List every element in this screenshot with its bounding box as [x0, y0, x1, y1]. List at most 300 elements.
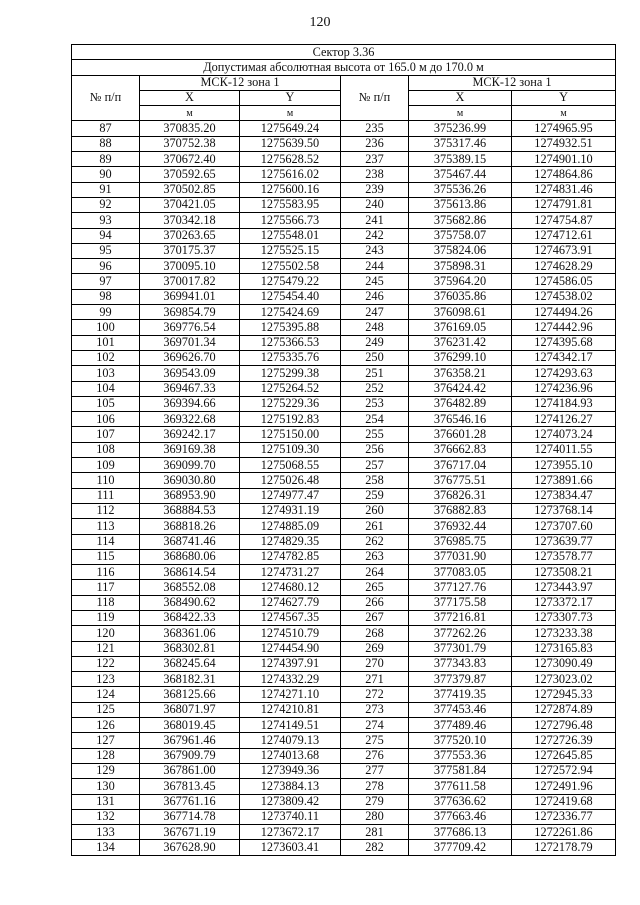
right-y-cell: 1274791.81 — [512, 197, 616, 212]
table-row — [72, 763, 616, 778]
right-y-cell: 1273834.47 — [512, 488, 616, 503]
table-row — [72, 809, 616, 824]
left-x-cell: 367714.78 — [140, 809, 240, 824]
right-y-cell: 1273508.21 — [512, 565, 616, 580]
left-x-cell: 370175.37 — [140, 243, 240, 258]
table-row — [72, 718, 616, 733]
left-x-cell: 368741.46 — [140, 534, 240, 549]
right-y-cell: 1274831.46 — [512, 182, 616, 197]
right-num-cell: 262 — [341, 534, 409, 549]
left-num-cell: 94 — [72, 228, 140, 243]
right-y-cell: 1272261.86 — [512, 825, 616, 840]
right-y-cell: 1273639.77 — [512, 534, 616, 549]
left-y-cell: 1275525.15 — [240, 243, 341, 258]
table-row — [72, 381, 616, 396]
right-y-cell: 1272796.48 — [512, 718, 616, 733]
right-x-cell: 376932.44 — [409, 519, 512, 534]
right-x-cell: 376482.89 — [409, 396, 512, 411]
right-x-cell: 375467.44 — [409, 167, 512, 182]
left-x-cell: 370421.05 — [140, 197, 240, 212]
right-x-cell: 376169.05 — [409, 320, 512, 335]
right-x-cell: 377175.58 — [409, 595, 512, 610]
left-y-cell: 1274510.79 — [240, 626, 341, 641]
right-num-cell: 279 — [341, 794, 409, 809]
right-num-cell: 268 — [341, 626, 409, 641]
left-y-cell: 1275424.69 — [240, 305, 341, 320]
height-range: Допустимая абсолютная высота от 165.0 м до 170.0 м — [72, 60, 616, 75]
table-row — [72, 259, 616, 274]
left-num-cell: 116 — [72, 565, 140, 580]
left-x-cell: 369467.33 — [140, 381, 240, 396]
table-row — [72, 152, 616, 167]
left-num-cell: 105 — [72, 396, 140, 411]
right-y-cell: 1274442.96 — [512, 320, 616, 335]
left-x-cell: 369169.38 — [140, 442, 240, 457]
right-y-cell: 1274864.86 — [512, 167, 616, 182]
right-x-cell: 375389.15 — [409, 152, 512, 167]
left-y-cell: 1273949.36 — [240, 763, 341, 778]
right-y-cell: 1273307.73 — [512, 610, 616, 625]
right-num-header: № п/п — [341, 75, 409, 121]
right-num-cell: 247 — [341, 305, 409, 320]
left-y-cell: 1275150.00 — [240, 427, 341, 442]
left-y-cell: 1275026.48 — [240, 473, 341, 488]
left-x-cell: 370592.65 — [140, 167, 240, 182]
right-y-cell: 1274236.96 — [512, 381, 616, 396]
left-num-cell: 115 — [72, 549, 140, 564]
left-num-cell: 91 — [72, 182, 140, 197]
left-x-cell: 367671.19 — [140, 825, 240, 840]
right-num-cell: 236 — [341, 136, 409, 151]
right-num-cell: 261 — [341, 519, 409, 534]
right-x-cell: 375536.26 — [409, 182, 512, 197]
table-row — [72, 243, 616, 258]
right-x-unit: м — [409, 106, 512, 121]
left-x-cell: 368245.64 — [140, 656, 240, 671]
left-y-cell: 1275639.50 — [240, 136, 341, 151]
right-num-cell: 252 — [341, 381, 409, 396]
right-y-cell: 1274126.27 — [512, 412, 616, 427]
left-x-cell: 369941.01 — [140, 289, 240, 304]
right-x-cell: 375682.86 — [409, 213, 512, 228]
left-x-cell: 370342.18 — [140, 213, 240, 228]
right-y-cell: 1274901.10 — [512, 152, 616, 167]
left-num-cell: 113 — [72, 519, 140, 534]
right-x-cell: 376299.10 — [409, 350, 512, 365]
right-x-cell: 376601.28 — [409, 427, 512, 442]
left-y-cell: 1275109.30 — [240, 442, 341, 457]
left-x-header: X — [140, 90, 240, 105]
right-num-cell: 237 — [341, 152, 409, 167]
page-number: 120 — [309, 15, 331, 30]
right-num-cell: 243 — [341, 243, 409, 258]
left-x-cell: 369099.70 — [140, 458, 240, 473]
coordinates-table — [71, 44, 616, 856]
right-num-cell: 239 — [341, 182, 409, 197]
left-num-cell: 132 — [72, 809, 140, 824]
right-x-cell: 375236.99 — [409, 121, 512, 136]
right-y-cell: 1273165.83 — [512, 641, 616, 656]
right-y-cell: 1272726.39 — [512, 733, 616, 748]
right-y-cell: 1272945.33 — [512, 687, 616, 702]
left-y-cell: 1274332.29 — [240, 672, 341, 687]
left-y-cell: 1275229.36 — [240, 396, 341, 411]
left-x-cell: 367761.16 — [140, 794, 240, 809]
left-num-cell: 124 — [72, 687, 140, 702]
right-y-cell: 1272178.79 — [512, 840, 616, 855]
left-num-cell: 104 — [72, 381, 140, 396]
right-y-cell: 1273443.97 — [512, 580, 616, 595]
left-num-cell: 111 — [72, 488, 140, 503]
right-num-cell: 267 — [341, 610, 409, 625]
right-num-cell: 277 — [341, 763, 409, 778]
left-num-cell: 93 — [72, 213, 140, 228]
right-y-cell: 1274293.63 — [512, 366, 616, 381]
left-x-cell: 369854.79 — [140, 305, 240, 320]
table-row — [72, 473, 616, 488]
right-y-cell: 1272874.89 — [512, 702, 616, 717]
left-y-cell: 1274079.13 — [240, 733, 341, 748]
table-row — [72, 274, 616, 289]
left-y-cell: 1274397.91 — [240, 656, 341, 671]
left-x-cell: 370502.85 — [140, 182, 240, 197]
right-x-cell: 375964.20 — [409, 274, 512, 289]
left-y-cell: 1273884.13 — [240, 779, 341, 794]
right-y-cell: 1274932.51 — [512, 136, 616, 151]
left-y-cell: 1275649.24 — [240, 121, 341, 136]
left-y-cell: 1274149.51 — [240, 718, 341, 733]
left-y-cell: 1274931.19 — [240, 503, 341, 518]
right-x-cell: 377581.84 — [409, 763, 512, 778]
right-x-cell: 377663.46 — [409, 809, 512, 824]
right-x-cell: 376882.83 — [409, 503, 512, 518]
right-num-cell: 249 — [341, 335, 409, 350]
left-num-cell: 92 — [72, 197, 140, 212]
right-y-cell: 1274342.17 — [512, 350, 616, 365]
table-row — [72, 733, 616, 748]
table-row — [72, 794, 616, 809]
left-x-cell: 370835.20 — [140, 121, 240, 136]
left-x-cell: 369776.54 — [140, 320, 240, 335]
left-num-cell: 118 — [72, 595, 140, 610]
left-x-cell: 368125.66 — [140, 687, 240, 702]
right-num-cell: 254 — [341, 412, 409, 427]
right-y-cell: 1272419.68 — [512, 794, 616, 809]
left-x-cell: 368818.26 — [140, 519, 240, 534]
right-num-cell: 274 — [341, 718, 409, 733]
left-x-cell: 369394.66 — [140, 396, 240, 411]
right-x-cell: 377686.13 — [409, 825, 512, 840]
right-x-cell: 376424.42 — [409, 381, 512, 396]
table-row — [72, 687, 616, 702]
right-y-cell: 1274754.87 — [512, 213, 616, 228]
right-x-cell: 377520.10 — [409, 733, 512, 748]
left-x-cell: 368552.08 — [140, 580, 240, 595]
table-row — [72, 396, 616, 411]
right-x-cell: 377031.90 — [409, 549, 512, 564]
right-num-cell: 246 — [341, 289, 409, 304]
right-x-cell: 375317.46 — [409, 136, 512, 151]
left-num-cell: 100 — [72, 320, 140, 335]
right-y-cell: 1274965.95 — [512, 121, 616, 136]
left-num-cell: 108 — [72, 442, 140, 457]
right-x-cell: 376717.04 — [409, 458, 512, 473]
table-row — [72, 335, 616, 350]
right-num-cell: 264 — [341, 565, 409, 580]
right-num-cell: 255 — [341, 427, 409, 442]
table-row — [72, 427, 616, 442]
right-num-cell: 281 — [341, 825, 409, 840]
right-y-cell: 1274011.55 — [512, 442, 616, 457]
table-row — [72, 182, 616, 197]
right-y-cell: 1273372.17 — [512, 595, 616, 610]
left-y-cell: 1273672.17 — [240, 825, 341, 840]
table-row — [72, 503, 616, 518]
right-num-cell: 273 — [341, 702, 409, 717]
left-y-cell: 1275299.38 — [240, 366, 341, 381]
left-num-cell: 122 — [72, 656, 140, 671]
left-x-cell: 369322.68 — [140, 412, 240, 427]
left-num-cell: 117 — [72, 580, 140, 595]
right-num-cell: 280 — [341, 809, 409, 824]
left-x-cell: 369626.70 — [140, 350, 240, 365]
left-num-cell: 110 — [72, 473, 140, 488]
left-num-cell: 129 — [72, 763, 140, 778]
right-x-cell: 375898.31 — [409, 259, 512, 274]
right-num-cell: 244 — [341, 259, 409, 274]
left-num-cell: 128 — [72, 748, 140, 763]
table-row — [72, 549, 616, 564]
left-num-cell: 130 — [72, 779, 140, 794]
right-y-cell: 1274184.93 — [512, 396, 616, 411]
table-row — [72, 565, 616, 580]
table-row — [72, 412, 616, 427]
right-y-cell: 1273023.02 — [512, 672, 616, 687]
left-cs-header: МСК-12 зона 1 — [140, 75, 341, 90]
left-num-cell: 98 — [72, 289, 140, 304]
right-num-cell: 278 — [341, 779, 409, 794]
right-x-cell: 376098.61 — [409, 305, 512, 320]
right-x-cell: 376775.51 — [409, 473, 512, 488]
left-x-cell: 367813.45 — [140, 779, 240, 794]
right-x-cell: 377216.81 — [409, 610, 512, 625]
right-x-cell: 377379.87 — [409, 672, 512, 687]
right-y-cell: 1273707.60 — [512, 519, 616, 534]
table-row — [72, 289, 616, 304]
table-row — [72, 825, 616, 840]
table-row — [72, 519, 616, 534]
right-x-cell: 377636.62 — [409, 794, 512, 809]
left-x-cell: 370095.10 — [140, 259, 240, 274]
right-num-cell: 238 — [341, 167, 409, 182]
right-y-cell: 1273768.14 — [512, 503, 616, 518]
left-y-cell: 1275068.55 — [240, 458, 341, 473]
right-num-cell: 256 — [341, 442, 409, 457]
left-num-cell: 97 — [72, 274, 140, 289]
right-num-cell: 245 — [341, 274, 409, 289]
left-x-cell: 368422.33 — [140, 610, 240, 625]
left-x-cell: 367909.79 — [140, 748, 240, 763]
left-y-cell: 1274782.85 — [240, 549, 341, 564]
right-num-cell: 269 — [341, 641, 409, 656]
table-row — [72, 595, 616, 610]
left-x-unit: м — [140, 106, 240, 121]
left-y-cell: 1274567.35 — [240, 610, 341, 625]
right-y-cell: 1274494.26 — [512, 305, 616, 320]
left-y-cell: 1275628.52 — [240, 152, 341, 167]
table-row — [72, 626, 616, 641]
left-x-cell: 368953.90 — [140, 488, 240, 503]
right-x-cell: 377301.79 — [409, 641, 512, 656]
table-row — [72, 228, 616, 243]
left-num-cell: 119 — [72, 610, 140, 625]
left-x-cell: 368490.62 — [140, 595, 240, 610]
right-x-cell: 376826.31 — [409, 488, 512, 503]
right-y-cell: 1274628.29 — [512, 259, 616, 274]
left-num-cell: 99 — [72, 305, 140, 320]
right-y-cell: 1272572.94 — [512, 763, 616, 778]
right-y-unit: м — [512, 106, 616, 121]
table-row — [72, 840, 616, 855]
left-x-cell: 369701.34 — [140, 335, 240, 350]
right-x-cell: 377611.58 — [409, 779, 512, 794]
table-row — [72, 442, 616, 457]
left-y-cell: 1274731.27 — [240, 565, 341, 580]
left-y-cell: 1274013.68 — [240, 748, 341, 763]
left-num-cell: 106 — [72, 412, 140, 427]
right-x-cell: 377343.83 — [409, 656, 512, 671]
left-num-cell: 127 — [72, 733, 140, 748]
left-y-cell: 1275600.16 — [240, 182, 341, 197]
table-row — [72, 580, 616, 595]
left-num-cell: 114 — [72, 534, 140, 549]
table-row — [72, 672, 616, 687]
left-y-cell: 1274271.10 — [240, 687, 341, 702]
left-num-cell: 95 — [72, 243, 140, 258]
right-x-cell: 376662.83 — [409, 442, 512, 457]
left-x-cell: 367628.90 — [140, 840, 240, 855]
table-row — [72, 121, 616, 136]
right-x-cell: 377262.26 — [409, 626, 512, 641]
left-y-cell: 1275479.22 — [240, 274, 341, 289]
left-num-cell: 102 — [72, 350, 140, 365]
left-x-cell: 368019.45 — [140, 718, 240, 733]
right-y-cell: 1273233.38 — [512, 626, 616, 641]
right-y-cell: 1273090.49 — [512, 656, 616, 671]
left-x-cell: 367861.00 — [140, 763, 240, 778]
left-num-cell: 96 — [72, 259, 140, 274]
left-x-cell: 368884.53 — [140, 503, 240, 518]
left-y-cell: 1273809.42 — [240, 794, 341, 809]
right-num-cell: 275 — [341, 733, 409, 748]
right-num-cell: 242 — [341, 228, 409, 243]
table-row — [72, 748, 616, 763]
left-y-cell: 1275192.83 — [240, 412, 341, 427]
right-num-cell: 258 — [341, 473, 409, 488]
left-y-cell: 1275583.95 — [240, 197, 341, 212]
left-y-header: Y — [240, 90, 341, 105]
left-y-cell: 1274829.35 — [240, 534, 341, 549]
right-x-cell: 375824.06 — [409, 243, 512, 258]
right-x-cell: 376035.86 — [409, 289, 512, 304]
right-x-cell: 377489.46 — [409, 718, 512, 733]
left-num-cell: 120 — [72, 626, 140, 641]
left-x-cell: 370017.82 — [140, 274, 240, 289]
right-y-cell: 1272336.77 — [512, 809, 616, 824]
left-y-cell: 1274680.12 — [240, 580, 341, 595]
right-x-cell: 377453.46 — [409, 702, 512, 717]
right-x-cell: 376358.21 — [409, 366, 512, 381]
right-num-cell: 241 — [341, 213, 409, 228]
right-x-cell: 376985.75 — [409, 534, 512, 549]
left-x-cell: 369030.80 — [140, 473, 240, 488]
right-num-cell: 271 — [341, 672, 409, 687]
left-num-cell: 88 — [72, 136, 140, 151]
left-num-cell: 90 — [72, 167, 140, 182]
table-row — [72, 197, 616, 212]
table-row — [72, 213, 616, 228]
right-num-cell: 270 — [341, 656, 409, 671]
left-num-header: № п/п — [72, 75, 140, 121]
right-x-cell: 375613.86 — [409, 197, 512, 212]
left-x-cell: 369242.17 — [140, 427, 240, 442]
right-y-cell: 1273955.10 — [512, 458, 616, 473]
left-x-cell: 368614.54 — [140, 565, 240, 580]
right-num-cell: 257 — [341, 458, 409, 473]
table-row — [72, 610, 616, 625]
left-x-cell: 368680.06 — [140, 549, 240, 564]
left-x-cell: 368302.81 — [140, 641, 240, 656]
right-x-cell: 377419.35 — [409, 687, 512, 702]
right-num-cell: 253 — [341, 396, 409, 411]
left-num-cell: 109 — [72, 458, 140, 473]
right-y-cell: 1274673.91 — [512, 243, 616, 258]
left-num-cell: 89 — [72, 152, 140, 167]
left-x-cell: 368071.97 — [140, 702, 240, 717]
right-x-cell: 377553.36 — [409, 748, 512, 763]
left-y-cell: 1275616.02 — [240, 167, 341, 182]
left-num-cell: 134 — [72, 840, 140, 855]
right-x-cell: 376546.16 — [409, 412, 512, 427]
left-x-cell: 370263.65 — [140, 228, 240, 243]
right-num-cell: 282 — [341, 840, 409, 855]
left-y-cell: 1274210.81 — [240, 702, 341, 717]
left-x-cell: 370672.40 — [140, 152, 240, 167]
left-num-cell: 126 — [72, 718, 140, 733]
left-y-unit: м — [240, 106, 341, 121]
right-num-cell: 260 — [341, 503, 409, 518]
right-y-cell: 1274586.05 — [512, 274, 616, 289]
sector-title: Сектор 3.36 — [72, 45, 616, 60]
right-y-cell: 1274538.02 — [512, 289, 616, 304]
left-x-cell: 369543.09 — [140, 366, 240, 381]
left-y-cell: 1274977.47 — [240, 488, 341, 503]
table-row — [72, 488, 616, 503]
table-row — [72, 350, 616, 365]
left-num-cell: 121 — [72, 641, 140, 656]
right-y-cell: 1274073.24 — [512, 427, 616, 442]
right-x-cell: 377127.76 — [409, 580, 512, 595]
right-num-cell: 250 — [341, 350, 409, 365]
left-y-cell: 1274454.90 — [240, 641, 341, 656]
table-row — [72, 779, 616, 794]
right-num-cell: 235 — [341, 121, 409, 136]
left-num-cell: 112 — [72, 503, 140, 518]
left-y-cell: 1275454.40 — [240, 289, 341, 304]
right-y-cell: 1272645.85 — [512, 748, 616, 763]
left-num-cell: 107 — [72, 427, 140, 442]
left-y-cell: 1274627.79 — [240, 595, 341, 610]
